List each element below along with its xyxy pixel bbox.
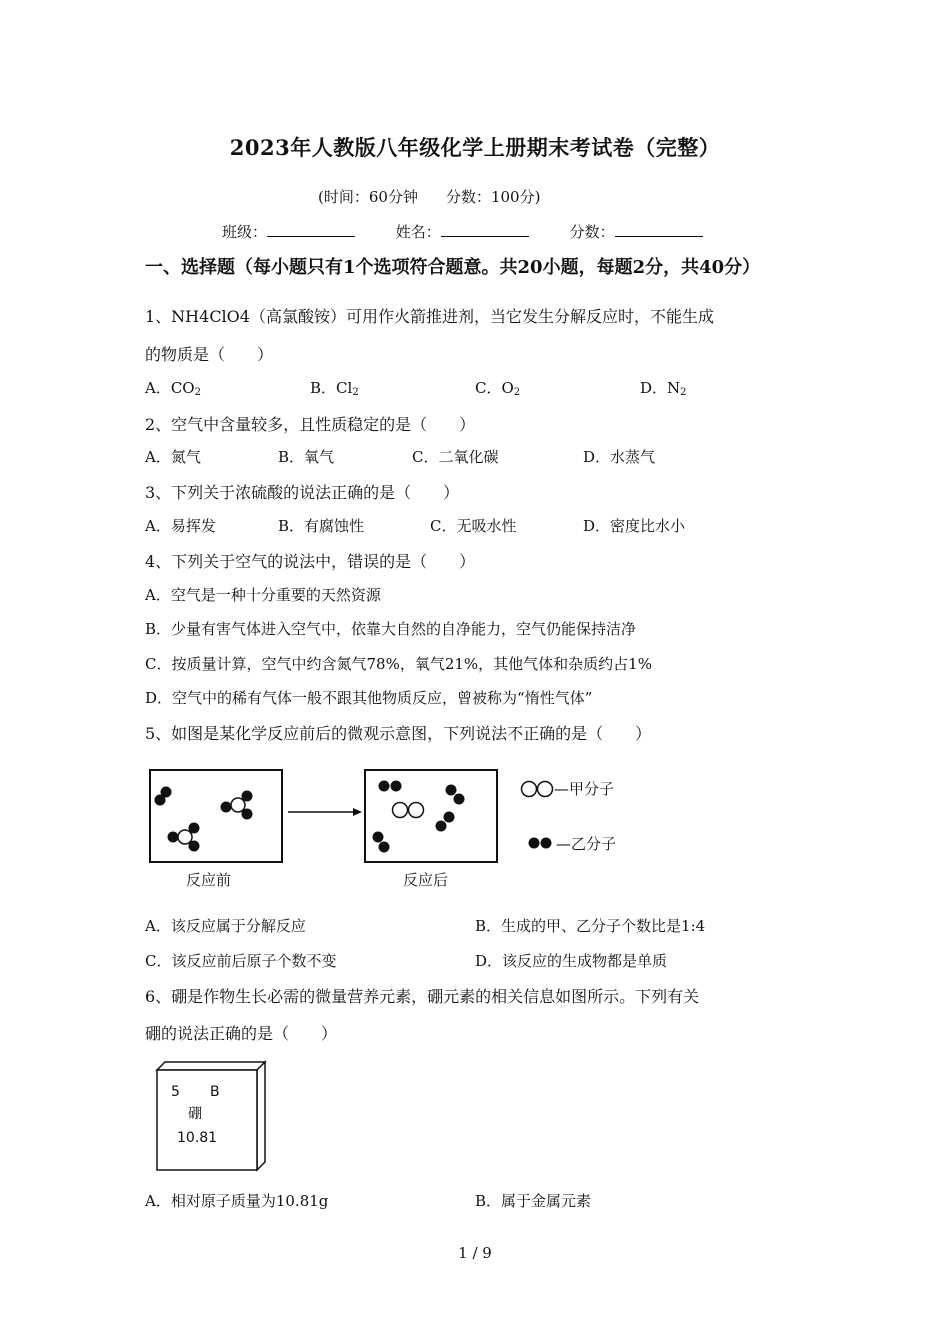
exam-time: (时间：60分钟 bbox=[318, 188, 418, 206]
q4-option-b[interactable]: B．少量有害气体进入空气中，依靠大自然的自净能力，空气仍能保持洁净 bbox=[145, 620, 637, 638]
after-box bbox=[365, 770, 497, 862]
q5-option-d[interactable]: D．该反应的生成物都是单质 bbox=[475, 952, 668, 970]
q6-option-a[interactable]: A．相对原子质量为10.81g bbox=[145, 1192, 329, 1210]
name-field[interactable]: 姓名： bbox=[396, 221, 529, 242]
question-6-line2: 硼的说法正确的是（ ） bbox=[145, 1024, 338, 1043]
element-name: 硼 bbox=[188, 1106, 202, 1122]
element-mass: 10.81 bbox=[177, 1130, 218, 1146]
q2-option-b[interactable]: B．氧气 bbox=[278, 448, 335, 466]
question-3: 3、下列关于浓硫酸的说法正确的是（ ） bbox=[145, 483, 460, 502]
svg-text:—乙分子: —乙分子 bbox=[556, 835, 617, 853]
q5-option-b[interactable]: B．生成的甲、乙分子个数比是1:4 bbox=[475, 917, 706, 935]
before-label: 反应前 bbox=[186, 871, 232, 889]
q4-option-d[interactable]: D．空气中的稀有气体一般不跟其他物质反应，曾被称为“惰性气体” bbox=[145, 689, 593, 707]
q3-option-d[interactable]: D．密度比水小 bbox=[583, 517, 686, 535]
q3-option-a[interactable]: A．易挥发 bbox=[145, 517, 216, 535]
q2-option-a[interactable]: A．氮气 bbox=[145, 448, 201, 466]
q4-option-c[interactable]: C．按质量计算，空气中约含氮气78%，氧气21%，其他气体和杂质约占1% bbox=[145, 655, 652, 673]
legend-yi bbox=[529, 835, 617, 853]
exam-meta bbox=[318, 186, 540, 207]
class-field[interactable]: 班级： bbox=[222, 221, 355, 242]
class-blank[interactable] bbox=[267, 222, 355, 237]
boron-element-card bbox=[155, 1060, 267, 1172]
score-blank[interactable] bbox=[615, 222, 703, 237]
q5-option-a[interactable]: A．该反应属于分解反应 bbox=[145, 917, 306, 935]
element-number: 5 bbox=[171, 1084, 180, 1100]
page-number: 1 / 9 bbox=[458, 1244, 492, 1262]
before-box bbox=[150, 770, 282, 862]
svg-text:—甲分子: —甲分子 bbox=[554, 780, 615, 798]
student-fields bbox=[222, 221, 739, 242]
q3-option-c[interactable]: C．无吸水性 bbox=[430, 517, 517, 535]
q1-option-d[interactable]: D．$N_2$ bbox=[640, 379, 687, 398]
reaction-arrow bbox=[288, 808, 362, 816]
legend-jia bbox=[522, 780, 615, 798]
q1-option-c[interactable]: C．$O_2$ bbox=[475, 379, 521, 398]
q5-option-c[interactable]: C．该反应前后原子个数不变 bbox=[145, 952, 337, 970]
question-2: 2、空气中含量较多，且性质稳定的是（ ） bbox=[145, 415, 476, 434]
q6-option-b[interactable]: B．属于金属元素 bbox=[475, 1192, 592, 1210]
after-label: 反应后 bbox=[403, 871, 449, 889]
score-field[interactable]: 分数： bbox=[570, 221, 703, 242]
question-1-line1: 1、NH4ClO4（高氯酸铵）可用作火箭推进剂，当它发生分解反应时，不能生成 bbox=[145, 307, 714, 326]
q4-option-a[interactable]: A．空气是一种十分重要的天然资源 bbox=[145, 586, 381, 604]
element-symbol: B bbox=[210, 1084, 220, 1100]
question-4: 4、下列关于空气的说法中，错误的是（ ） bbox=[145, 552, 476, 571]
section-heading: 一、选择题（每小题只有1个选项符合题意。共20小题，每题2分，共40分） bbox=[145, 257, 761, 278]
q3-option-b[interactable]: B．有腐蚀性 bbox=[278, 517, 365, 535]
q1-option-a[interactable]: A．$CO_2$ bbox=[145, 379, 201, 398]
name-blank[interactable] bbox=[441, 222, 529, 237]
exam-total-score: 分数：100分) bbox=[445, 188, 541, 206]
q2-option-d[interactable]: D．水蒸气 bbox=[583, 448, 656, 466]
page-title: 2023年人教版八年级化学上册期末考试卷（完整） bbox=[229, 135, 721, 160]
q1-option-b[interactable]: B．$Cl_2$ bbox=[310, 379, 359, 398]
question-1-line2: 的物质是（ ） bbox=[145, 345, 274, 364]
q2-option-c[interactable]: C．二氧化碳 bbox=[412, 448, 499, 466]
reaction-diagram bbox=[148, 765, 648, 895]
question-5: 5、如图是某化学反应前后的微观示意图，下列说法不正确的是（ ） bbox=[145, 724, 652, 743]
question-6-line1: 6、硼是作物生长必需的微量营养元素，硼元素的相关信息如图所示。下列有关 bbox=[145, 987, 700, 1006]
